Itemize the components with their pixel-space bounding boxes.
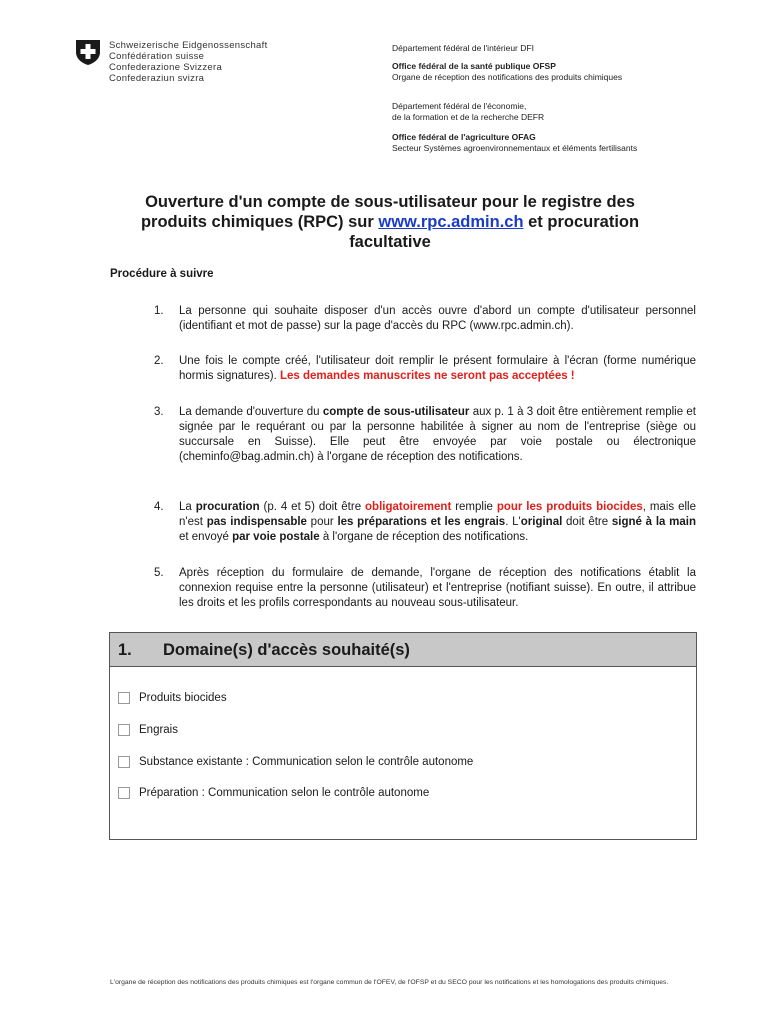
option-label: Substance existante : Communication selon le contrôle autonome	[139, 756, 474, 768]
checkbox[interactable]	[118, 724, 130, 736]
procedure-step-5	[154, 566, 696, 611]
step-red-emphasis: pour les produits biocides	[496, 501, 643, 513]
section-number: 1.	[118, 641, 132, 659]
procedure-heading: Procédure à suivre	[110, 268, 214, 280]
department-defr	[392, 101, 544, 123]
logo-line: Confederazione Svizzera	[109, 62, 223, 73]
step-text: Après réception du formulaire de demande, l'organe de réception des notifications établit la connexion requise entre la personne (utilisateur) et l'entreprise (notifiant suisse). En outre, il attribue les droits et les profils correspondants au nouveau sous-utilisateur.	[179, 567, 696, 609]
step-text: Une fois le compte créé, l'utilisateur doit remplir le présent formulaire à l'écran (forme numérique hormis signatures).	[179, 355, 696, 382]
step-emphasis: les préparations et les engrais	[337, 516, 506, 528]
option-produits-biocides[interactable]	[118, 692, 227, 704]
option-label: Préparation : Communication selon le contrôle autonome	[139, 787, 430, 799]
step-number: 3.	[154, 406, 164, 418]
step-red-emphasis: obligatoirement	[365, 501, 452, 513]
option-label: Produits biocides	[139, 692, 227, 704]
office-ofag-sub: Secteur Systèmes agroenvironnementaux et éléments fertilisants	[392, 143, 638, 153]
step-text: , mais elle n'est	[179, 501, 696, 528]
office-ofag	[392, 132, 637, 154]
section-access-domains	[109, 632, 697, 840]
option-preparation[interactable]	[118, 787, 429, 799]
step-text: à l'organe de réception des notifications.	[319, 531, 529, 543]
title-line2	[100, 212, 680, 232]
step-number: 1.	[154, 305, 164, 317]
step-text: La personne qui souhaite disposer d'un accès ouvre d'abord un compte d'utilisateur personnel (identifiant et mot de passe) sur la page d'accès du RPC (www.rpc.admin.ch).	[179, 305, 696, 332]
step-text: et envoyé	[179, 531, 233, 543]
checkbox[interactable]	[118, 787, 130, 799]
step-emphasis: pas indispensable	[206, 516, 307, 528]
option-engrais[interactable]	[118, 724, 178, 736]
procedure-step-4	[154, 500, 696, 545]
step-emphasis: original	[520, 516, 563, 528]
logo-line: Confédération suisse	[109, 51, 205, 62]
step-emphasis: par voie postale	[232, 531, 320, 543]
document-title	[100, 192, 680, 252]
option-label: Engrais	[139, 724, 178, 736]
step-text: La	[179, 501, 196, 513]
step-text: . L'	[505, 516, 521, 528]
section-header	[110, 633, 696, 667]
step-number: 4.	[154, 501, 164, 513]
checkbox[interactable]	[118, 756, 130, 768]
option-substance-existante[interactable]	[118, 756, 473, 768]
handwritten-warning: Les demandes manuscrites ne seront pas acceptées !	[279, 370, 575, 382]
logo-line: Schweizerische Eidgenossenschaft	[109, 40, 268, 51]
step-text: La demande d'ouverture du	[179, 406, 323, 418]
procedure-step-3	[154, 405, 696, 465]
checkbox[interactable]	[118, 692, 130, 704]
office-ofag-name: Office fédéral de l'agriculture OFAG	[392, 132, 536, 142]
step-emphasis: procuration	[195, 501, 260, 513]
step-number: 2.	[154, 355, 164, 367]
step-number: 5.	[154, 567, 164, 579]
step-text: aux p. 1 à 3 doit être entièrement remplie et signée par le requérant ou par la personne habilitée à signer au nom de l'entreprise (siège ou succursale en Suisse). Elle peut être envoyée par voie postale ou électronique (cheminfo@bag.admin.ch) à l'organe de réception des notifications.	[179, 406, 696, 463]
department-dfi: Département fédéral de l'intérieur DFI	[392, 43, 534, 53]
section-title: Domaine(s) d'accès souhaité(s)	[163, 641, 410, 659]
office-ofsp	[392, 61, 622, 83]
department-defr-line1: Département fédéral de l'économie,	[392, 101, 527, 111]
title-line3: facultative	[349, 233, 431, 251]
procedure-step-2	[154, 354, 696, 384]
swiss-cross-logo	[74, 38, 102, 66]
title-line2-pre: produits chimiques (RPC) sur	[140, 213, 379, 231]
step-text: doit être	[562, 516, 612, 528]
title-line2-post: et procuration	[523, 213, 640, 231]
title-line1: Ouverture d'un compte de sous-utilisateur pour le registre des	[145, 193, 635, 211]
office-ofsp-name: Office fédéral de la santé publique OFSP	[392, 61, 556, 71]
confederation-names	[109, 40, 268, 84]
step-text: remplie	[451, 501, 497, 513]
step-text: pour	[306, 516, 338, 528]
office-ofsp-sub: Organe de réception des notifications des produits chimiques	[392, 72, 623, 82]
rpc-link[interactable]: www.rpc.admin.ch	[378, 213, 524, 231]
step-text: (p. 4 et 5) doit être	[259, 501, 366, 513]
step-emphasis: compte de sous-utilisateur	[322, 406, 470, 418]
logo-line: Confederaziun svizra	[109, 73, 205, 84]
procedure-step-1	[154, 304, 696, 334]
footer-note: L'organe de réception des notifications des produits chimiques est l'organe commun de l'OFEV, de l'OFSP et du SECO pour les notifications et les homologations des produits chimiques.	[110, 979, 669, 986]
department-defr-line2: de la formation et de la recherche DEFR	[392, 112, 545, 122]
step-emphasis: signé à la main	[611, 516, 696, 528]
